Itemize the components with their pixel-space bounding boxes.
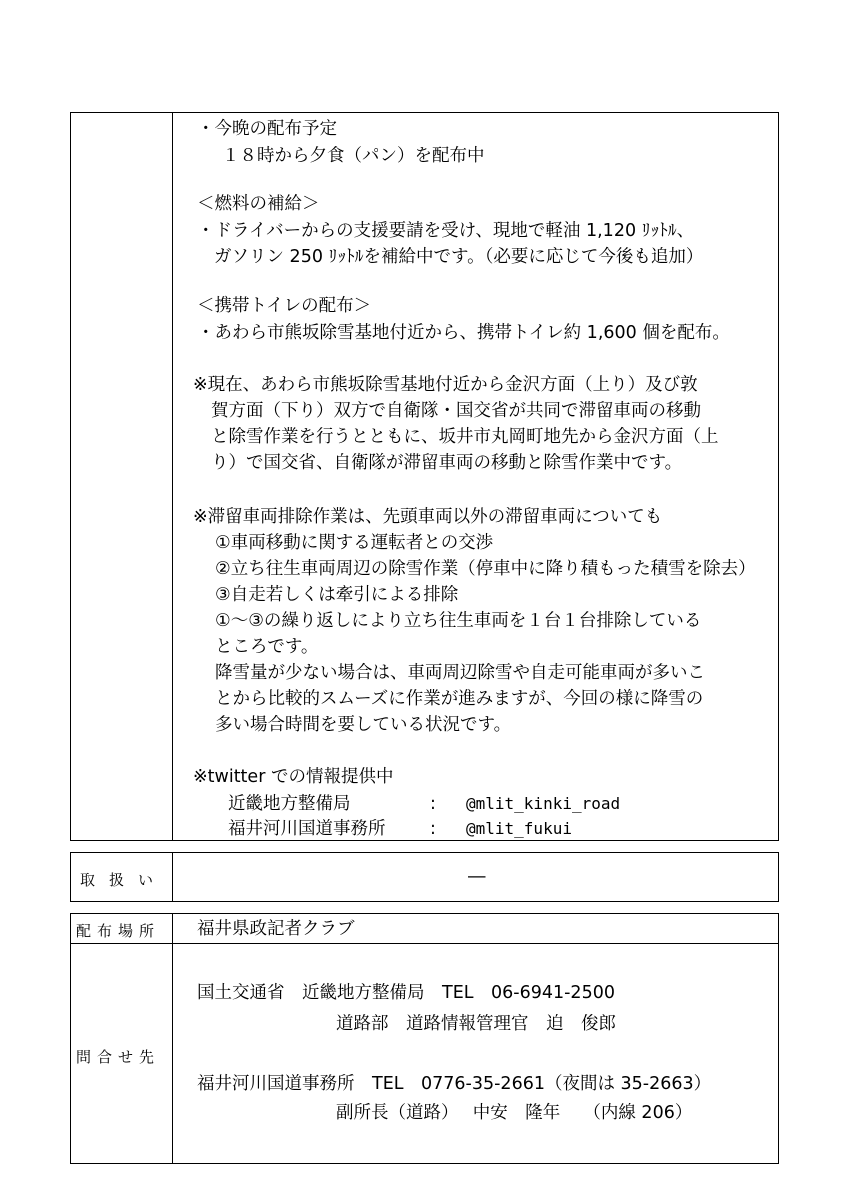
note-line: ※現在、あわら市熊坂除雪基地付近から金沢方面（上り）及び敦 bbox=[193, 375, 698, 395]
handling-label: 取扱い bbox=[80, 871, 168, 889]
fuel-line: ・ドライバーからの支援要請を受け、現地で軽油 1,120 ﾘｯﾄﾙ、 bbox=[197, 221, 695, 241]
twitter-org: 近畿地方整備局 bbox=[228, 794, 351, 814]
contact-line: 国土交通省 近畿地方整備局 TEL 06-6941-2500 bbox=[197, 983, 615, 1003]
distribution-value: 福井県政記者クラブ bbox=[197, 919, 355, 939]
fuel-heading: ＜燃料の補給＞ bbox=[197, 194, 320, 214]
handling-table bbox=[70, 852, 779, 902]
main-table-divider bbox=[172, 112, 173, 841]
contact-label: 問合せ先 bbox=[76, 1048, 161, 1066]
twitter-separator: : bbox=[430, 819, 436, 839]
body-line: ところです。 bbox=[215, 637, 319, 657]
body-line: 多い場合時間を要している状況です。 bbox=[215, 715, 512, 735]
toilet-heading: ＜携帯トイレの配布＞ bbox=[197, 296, 372, 316]
body-line: とから比較的スムーズに作業が進みますが、今回の様に降雪の bbox=[215, 689, 704, 709]
twitter-handle[interactable]: @mlit_kinki_road bbox=[466, 794, 621, 813]
handling-divider bbox=[172, 852, 173, 902]
dist-heading: ・今晩の配布予定 bbox=[197, 119, 337, 139]
twitter-heading: ※twitter での情報提供中 bbox=[193, 767, 394, 787]
note-line: 賀方面（下り）双方で自衛隊・国交省が共同で滞留車両の移動 bbox=[211, 401, 701, 421]
twitter-separator: : bbox=[430, 794, 436, 814]
contact-line: 道路部 道路情報管理官 迫 俊郎 bbox=[336, 1014, 616, 1034]
step-line: ③自走若しくは牽引による排除 bbox=[215, 585, 459, 605]
note-line: と除雪作業を行うとともに、坂井市丸岡町地先から金沢方面（上 bbox=[211, 427, 719, 447]
body-line: ①～③の繰り返しにより立ち往生車両を１台１台排除している bbox=[215, 611, 702, 631]
contact-divider bbox=[172, 913, 173, 1164]
note-line: り）で国交省、自衛隊が滞留車両の移動と除雪作業中です。 bbox=[211, 453, 683, 473]
handling-value: ― bbox=[468, 867, 486, 887]
body-line: 降雪量が少ない場合は、車両周辺除雪や自走可能車両が多いこ bbox=[215, 663, 705, 683]
fuel-line: ガソリン 250 ﾘｯﾄﾙを補給中です。（必要に応じて今後も追加） bbox=[214, 247, 704, 267]
step-line: ①車両移動に関する運転者との交渉 bbox=[215, 533, 494, 553]
contact-table bbox=[70, 913, 779, 1164]
step-line: ②立ち往生車両周辺の除雪作業（停車中に降り積もった積雪を除去） bbox=[215, 559, 756, 579]
twitter-org: 福井河川国道事務所 bbox=[228, 819, 386, 839]
distribution-row-divider bbox=[70, 943, 779, 944]
contact-line: 副所長（道路） 中安 隆年 （内線 206） bbox=[336, 1103, 693, 1123]
dist-detail: １８時から夕食（パン）を配布中 bbox=[222, 146, 485, 166]
note-intro: ※滞留車両排除作業は、先頭車両以外の滞留車両についても bbox=[193, 507, 663, 527]
toilet-line: ・あわら市熊坂除雪基地付近から、携帯トイレ約 1,600 個を配布。 bbox=[197, 323, 730, 343]
contact-line: 福井河川国道事務所 TEL 0776-35-2661（夜間は 35-2663） bbox=[197, 1074, 712, 1094]
twitter-handle[interactable]: @mlit_fukui bbox=[466, 819, 572, 838]
distribution-label: 配布場所 bbox=[76, 922, 161, 940]
